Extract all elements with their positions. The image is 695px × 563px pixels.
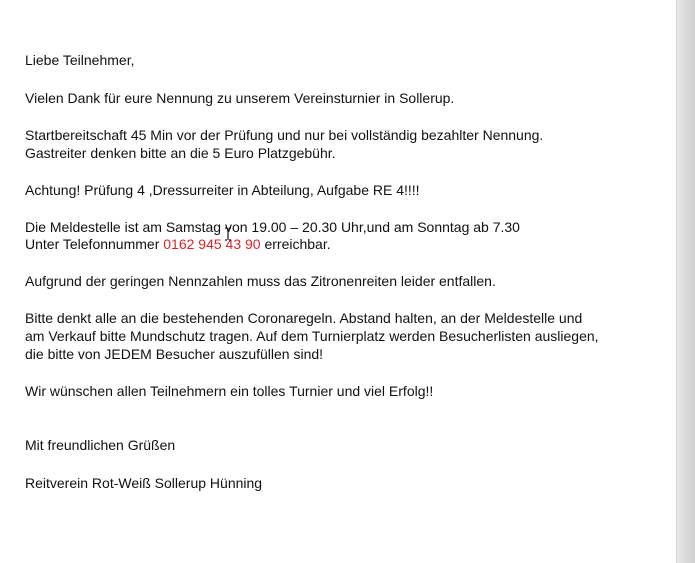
corona-line-3: die bitte von JEDEM Besucher auszufüllen sind! [25,346,324,362]
thanks-paragraph: Vielen Dank für eure Nennung zu unserem Vereinsturnier in Sollerup. [25,90,455,106]
wishes-paragraph: Wir wünschen allen Teilnehmern ein tolles Turnier und viel Erfolg!! [25,383,434,399]
phone-suffix: erreichbar. [260,236,331,252]
office-hours-line-2 [25,235,331,253]
greeting: Liebe Teilnehmer, [25,52,135,68]
phone-number: 0162 945 43 90 [163,236,261,252]
corona-line-2: am Verkauf bitte Mundschutz tragen. Auf dem Turnierplatz werden Besucherlisten ausliegen, [25,328,599,344]
readiness-line-2: Gastreiter denken bitte an die 5 Euro Platzgebühr. [25,145,336,161]
text-cursor-icon [224,227,232,241]
cancellation-paragraph: Aufgrund der geringen Nennzahlen muss das Zitronenreiten leider entfallen. [25,273,496,289]
corona-line-1: Bitte denkt alle an die bestehenden Coronaregeln. Abstand halten, an der Meldestelle und [25,310,583,326]
phone-prefix: Unter Telefonnummer [25,236,164,252]
signature: Reitverein Rot-Weiß Sollerup Hünning [25,475,263,491]
attention-paragraph: Achtung! Prüfung 4 ,Dressurreiter in Abteilung, Aufgabe RE 4!!!! [25,182,420,198]
closing: Mit freundlichen Grüßen [25,437,176,453]
readiness-line-1: Startbereitschaft 45 Min vor der Prüfung und nur bei vollständig bezahlter Nennung. [25,127,544,143]
page-edge-shadow [676,0,695,563]
office-hours-line-1: Die Meldestelle ist am Samstag von 19.00 – 20.30 Uhr,und am Sonntag ab 7.30 [25,219,520,235]
